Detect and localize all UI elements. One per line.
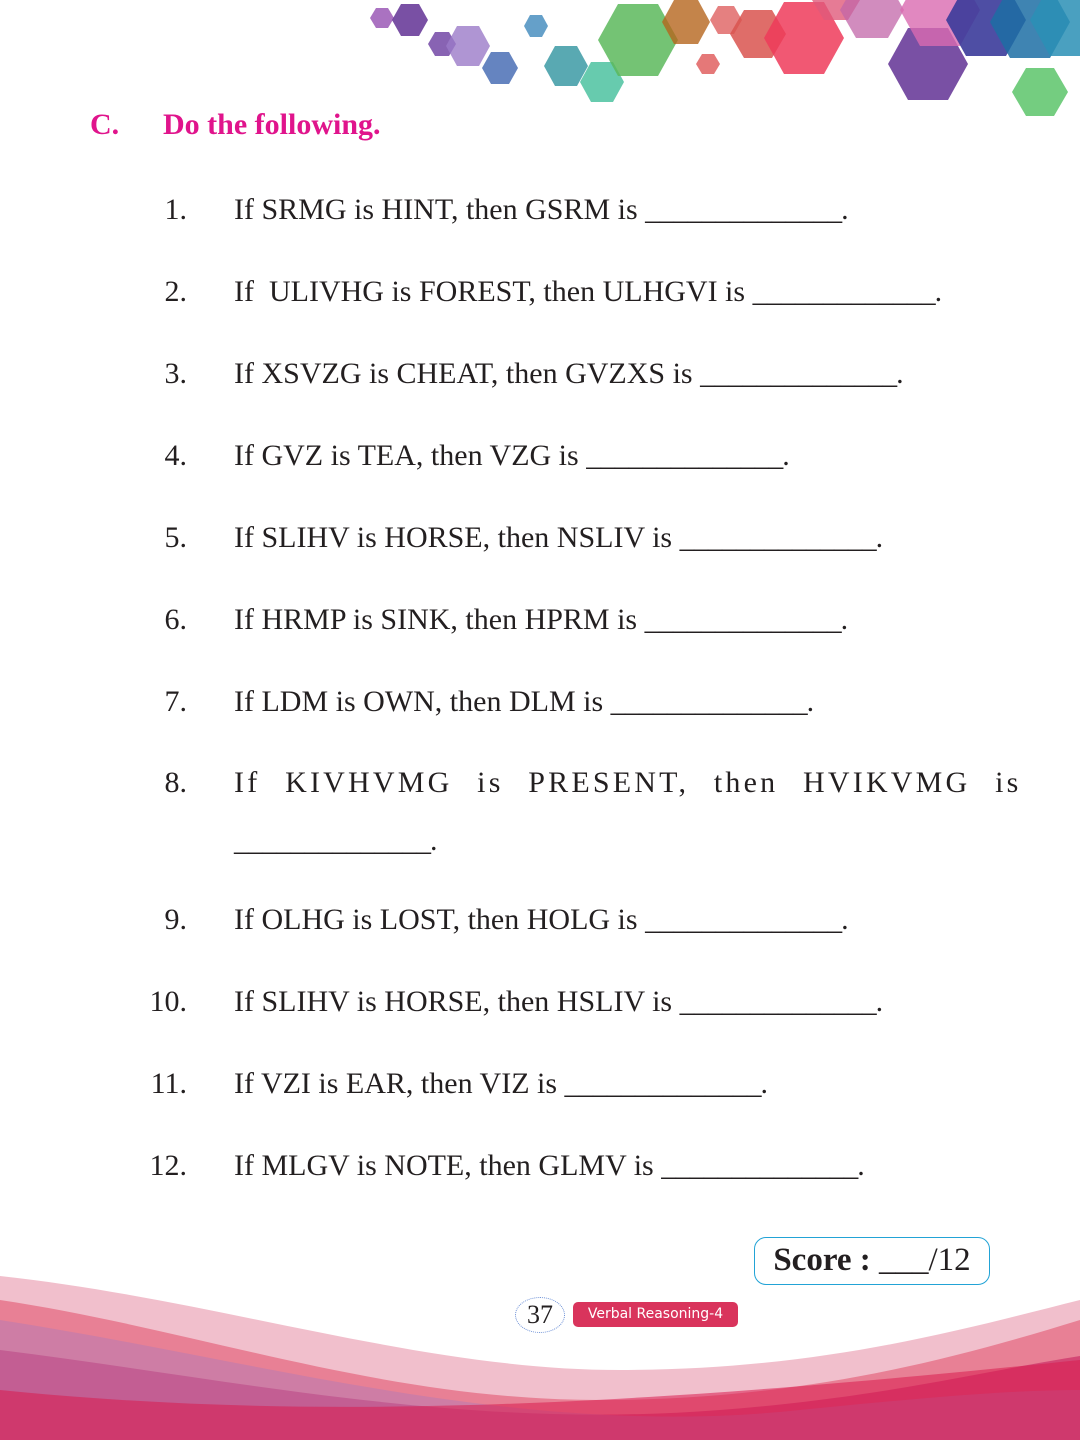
answer-blank[interactable]: ______________ (564, 1067, 761, 1100)
answer-blank[interactable]: _____________ (752, 275, 935, 308)
question-text: If XSVZG is CHEAT, then GVZXS is (234, 357, 693, 390)
section-heading (90, 108, 381, 142)
question-end: . (934, 275, 943, 308)
question-text: If HRMP is SINK, then HPRM is (234, 603, 638, 636)
question-number: 11. (150, 1067, 187, 1100)
answer-blank[interactable]: ______________ (679, 985, 876, 1018)
question-end: . (857, 1149, 865, 1182)
answer-blank[interactable]: ______________ (610, 685, 807, 718)
question-number: 4. (164, 439, 187, 472)
answer-blank[interactable]: ______________ (234, 824, 430, 857)
answer-blank[interactable]: ______________ (661, 1149, 858, 1182)
question-number: 10. (149, 985, 187, 1018)
question-text: If SLIHV is HORSE, then HSLIV is (234, 985, 673, 1018)
question-number: 8. (164, 766, 187, 799)
question-end: . (760, 1067, 769, 1100)
question-end: . (430, 824, 437, 857)
question-text: If KIVHVMG is PRESENT, then HVIKVMG is (234, 766, 1022, 799)
question-end: . (782, 439, 790, 472)
section-title: Do the following. (163, 108, 381, 141)
question-text: If LDM is OWN, then DLM is (234, 685, 604, 718)
question-end: . (841, 193, 849, 226)
question-text: If VZI is EAR, then VIZ is (234, 1067, 558, 1100)
question-text: If SRMG is HINT, then GSRM is (234, 193, 638, 226)
question-end: . (896, 357, 904, 390)
question-text: If MLGV is NOTE, then GLMV is (234, 1149, 654, 1182)
question-text: If GVZ is TEA, then VZG is (234, 439, 579, 472)
question-end: . (840, 603, 849, 636)
answer-blank[interactable]: ______________ (644, 603, 841, 636)
wave-decoration (0, 1260, 1080, 1440)
question-number: 2. (164, 275, 187, 308)
section-letter: C. (90, 108, 120, 141)
book-title-badge: Verbal Reasoning-4 (573, 1302, 738, 1327)
question-number: 1. (164, 193, 187, 226)
answer-blank[interactable]: ______________ (679, 521, 876, 554)
question-end: . (875, 985, 884, 1018)
question-text: If SLIHV is HORSE, then NSLIV is (234, 521, 673, 554)
question-end: . (841, 903, 849, 936)
answer-blank[interactable]: ______________ (586, 439, 783, 472)
answer-blank[interactable]: ______________ (645, 903, 842, 936)
score-total: /12 (928, 1242, 971, 1278)
question-text: If ULIVHG is FOREST, then ULHGVI is (234, 275, 746, 308)
page-number: 37 (515, 1297, 565, 1333)
question-number: 12. (149, 1149, 187, 1182)
question-end: . (806, 685, 815, 718)
question-end: . (875, 521, 884, 554)
question-number: 3. (164, 357, 187, 390)
question-number: 6. (164, 603, 187, 636)
score-blank[interactable]: ___ (879, 1242, 929, 1278)
question-number: 9. (164, 903, 187, 936)
answer-blank[interactable]: ______________ (700, 357, 897, 390)
question-number: 7. (164, 685, 187, 718)
score-label: Score : (773, 1242, 871, 1278)
question-number: 5. (164, 521, 187, 554)
question-text: If OLHG is LOST, then HOLG is (234, 903, 638, 936)
answer-blank[interactable]: ______________ (645, 193, 842, 226)
score-box (754, 1237, 990, 1285)
